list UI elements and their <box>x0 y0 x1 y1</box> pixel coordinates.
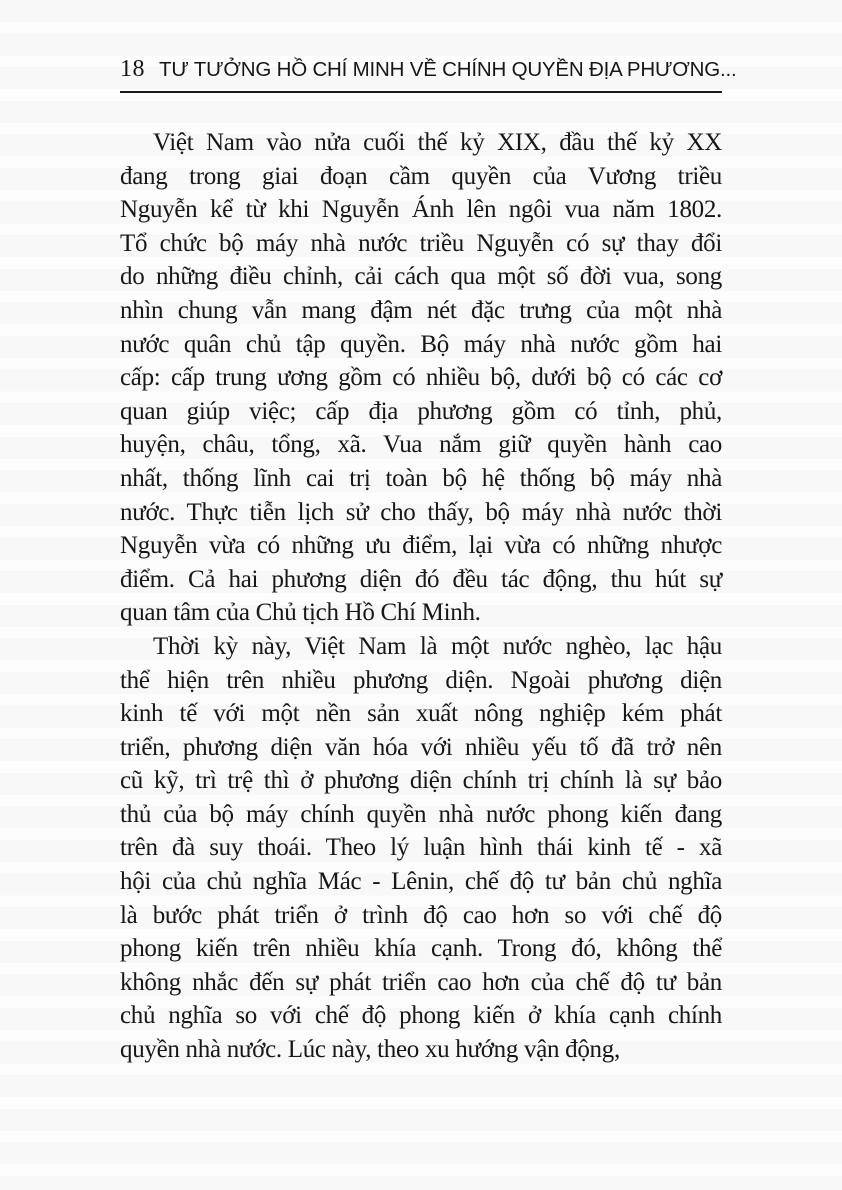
text-line: đang trong giai đoạn cầm quyền của Vương triều <box>120 162 722 190</box>
text-line: phong kiến trên nhiều khía cạnh. Trong đó, không thể <box>120 935 722 963</box>
text-line: cũ kỹ, trì trệ thì ở phương diện chính trị chính là sự bảo <box>120 767 722 795</box>
text-line: điểm. Cả hai phương diện đó đều tác động, thu hút sự <box>120 565 722 593</box>
text-line: là bước phát triển ở trình độ cao hơn so với chế độ <box>120 901 722 929</box>
text-line: quyền nhà nước. Lúc này, theo xu hướng vận động, <box>120 1036 620 1064</box>
body-text <box>120 126 722 1067</box>
text-line: huyện, châu, tổng, xã. Vua nắm giữ quyền hành cao <box>120 431 722 459</box>
text-line: không nhắc đến sự phát triển cao hơn của chế độ tư bản <box>120 968 722 996</box>
text-line: nước. Thực tiễn lịch sử cho thấy, bộ máy nhà nước thời <box>120 498 722 526</box>
paragraph <box>120 630 722 1067</box>
text-line: nước quân chủ tập quyền. Bộ máy nhà nước gồm hai <box>120 330 722 358</box>
text-line: trên đà suy thoái. Theo lý luận hình thái kinh tế - xã <box>120 834 722 862</box>
text-line: quan giúp việc; cấp địa phương gồm có tỉnh, phủ, <box>120 397 722 425</box>
text-line: Việt Nam vào nửa cuối thế kỷ XIX, đầu thế kỷ XX <box>153 129 722 156</box>
text-line: nhìn chung vẫn mang đậm nét đặc trưng của một nhà <box>120 296 722 324</box>
text-line: thủ của bộ máy chính quyền nhà nước phong kiến đang <box>120 800 722 828</box>
text-line: Nguyễn kể từ khi Nguyễn Ánh lên ngôi vua năm 1802. <box>120 196 722 224</box>
running-header <box>120 56 737 93</box>
running-title: TƯ TƯỞNG HỒ CHÍ MINH VỀ CHÍNH QUYỀN ĐỊA PHƯƠNG... <box>159 58 737 81</box>
text-line: quan tâm của Chủ tịch Hồ Chí Minh. <box>120 599 481 627</box>
text-line: Nguyễn vừa có những ưu điểm, lại vừa có những nhược <box>120 532 722 560</box>
text-line: thể hiện trên nhiều phương diện. Ngoài phương diện <box>120 666 722 694</box>
page-number: 18 <box>120 56 145 82</box>
text-line: kinh tế với một nền sản xuất nông nghiệp kém phát <box>120 700 722 728</box>
text-line: triển, phương diện văn hóa với nhiều yếu tố đã trở nên <box>120 733 722 761</box>
paragraph <box>120 126 722 630</box>
text-line: cấp: cấp trung ương gồm có nhiều bộ, dưới bộ có các cơ <box>120 364 722 392</box>
text-line: nhất, thống lĩnh cai trị toàn bộ hệ thống bộ máy nhà <box>120 464 722 492</box>
text-line: do những điều chỉnh, cải cách qua một số đời vua, song <box>120 263 722 291</box>
text-line: Tổ chức bộ máy nhà nước triều Nguyễn có sự thay đổi <box>120 229 722 257</box>
text-line: chủ nghĩa so với chế độ phong kiến ở khía cạnh chính <box>120 1002 722 1030</box>
text-line: Thời kỳ này, Việt Nam là một nước nghèo, lạc hậu <box>153 632 722 660</box>
text-line: hội của chủ nghĩa Mác - Lênin, chế độ tư bản chủ nghĩa <box>120 868 722 896</box>
